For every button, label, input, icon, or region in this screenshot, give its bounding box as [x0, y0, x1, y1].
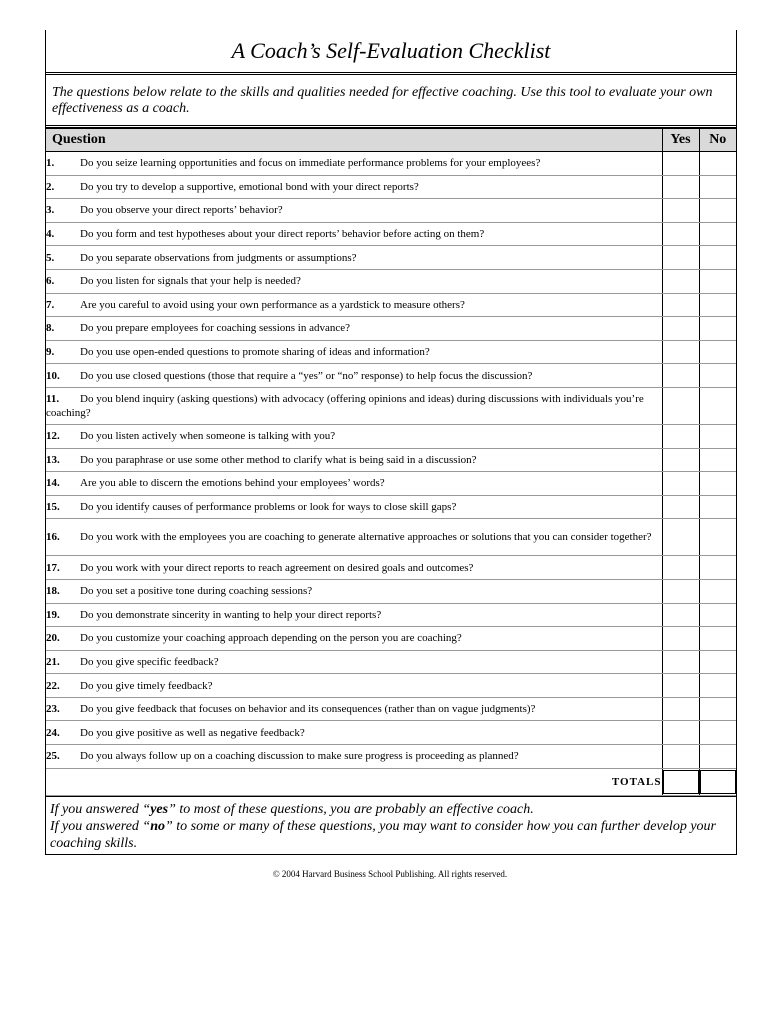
table-header-row — [46, 129, 736, 152]
question-cell — [46, 745, 662, 769]
footer-no-key: no — [150, 818, 165, 834]
question-number: 4. — [46, 228, 55, 241]
footer-line-no — [50, 818, 732, 852]
question-text: Do you give specific feedback? — [80, 655, 219, 668]
footer-no-post: ” to some or many of these questions, you may want to consider how you can further develop your coaching skills. — [50, 818, 716, 851]
question-number: 21. — [46, 655, 60, 668]
table-row — [46, 175, 736, 199]
footer-note — [46, 796, 736, 854]
question-cell — [46, 627, 662, 651]
question-number: 10. — [46, 369, 60, 382]
question-cell — [46, 199, 662, 223]
question-number: 2. — [46, 180, 55, 193]
question-text: Do you seize learning opportunities and focus on immediate performance problems for your employees? — [80, 157, 541, 170]
yes-answer-cell[interactable] — [662, 424, 699, 448]
question-cell — [46, 424, 662, 448]
yes-answer-cell[interactable] — [662, 364, 699, 388]
totals-label: TOTALS — [46, 768, 662, 795]
question-number: 25. — [46, 750, 60, 763]
yes-answer-cell[interactable] — [662, 745, 699, 769]
question-cell — [46, 387, 662, 424]
no-answer-cell[interactable] — [699, 603, 736, 627]
yes-answer-cell[interactable] — [662, 317, 699, 341]
question-text: Do you use closed questions (those that require a “yes” or “no” response) to help focus the discussion? — [80, 369, 533, 382]
question-number: 19. — [46, 608, 60, 621]
question-number: 8. — [46, 322, 55, 335]
table-row — [46, 472, 736, 496]
yes-answer-cell[interactable] — [662, 495, 699, 519]
yes-answer-cell[interactable] — [662, 697, 699, 721]
question-cell — [46, 650, 662, 674]
table-row — [46, 721, 736, 745]
no-answer-cell[interactable] — [699, 424, 736, 448]
question-text: Do you blend inquiry (asking questions) with advocacy (offering opinions and ideas) during discussions with individuals you’re coaching? — [46, 392, 644, 419]
question-number: 18. — [46, 585, 60, 598]
yes-answer-cell[interactable] — [662, 472, 699, 496]
no-answer-cell[interactable] — [699, 627, 736, 651]
question-text: Do you customize your coaching approach depending on the person you are coaching? — [80, 632, 462, 645]
question-text: Do you observe your direct reports’ behavior? — [80, 204, 283, 217]
table-row — [46, 317, 736, 341]
checklist-sheet — [45, 30, 737, 855]
yes-answer-cell[interactable] — [662, 293, 699, 317]
question-number: 1. — [46, 157, 55, 170]
footer-yes-pre: If you answered “ — [50, 801, 151, 817]
question-column-header: Question — [46, 129, 662, 152]
no-answer-cell[interactable] — [699, 674, 736, 698]
question-cell — [46, 721, 662, 745]
yes-answer-cell[interactable] — [662, 556, 699, 580]
no-answer-cell[interactable] — [699, 697, 736, 721]
question-cell — [46, 603, 662, 627]
intro-text: The questions below relate to the skills and qualities needed for effective coaching. Use this tool to evaluate your own effectiveness as a coach. — [46, 75, 736, 128]
question-text: Do you work with the employees you are coaching to generate alternative approaches or solutions that you can consider together? — [80, 531, 652, 544]
question-number: 24. — [46, 726, 60, 739]
question-text: Do you give positive as well as negative feedback? — [80, 726, 305, 739]
table-row — [46, 246, 736, 270]
title-box — [46, 30, 736, 75]
no-answer-cell[interactable] — [699, 745, 736, 769]
question-cell — [46, 152, 662, 176]
yes-total-cell[interactable] — [662, 768, 699, 795]
table-row — [46, 293, 736, 317]
checklist-table — [46, 128, 736, 796]
question-cell — [46, 222, 662, 246]
question-number: 9. — [46, 346, 55, 359]
question-number: 7. — [46, 298, 55, 311]
table-row — [46, 340, 736, 364]
question-text: Do you always follow up on a coaching discussion to make sure progress is proceeding as planned? — [80, 750, 519, 763]
no-column-header: No — [699, 129, 736, 152]
table-row — [46, 556, 736, 580]
question-number: 15. — [46, 501, 60, 514]
table-row — [46, 627, 736, 651]
table-row — [46, 495, 736, 519]
table-row — [46, 222, 736, 246]
no-answer-cell[interactable] — [699, 519, 736, 556]
question-cell — [46, 293, 662, 317]
yes-answer-cell[interactable] — [662, 175, 699, 199]
question-number: 20. — [46, 632, 60, 645]
table-row — [46, 519, 736, 556]
question-text: Do you separate observations from judgments or assumptions? — [80, 251, 357, 264]
question-number: 22. — [46, 679, 60, 692]
yes-answer-cell[interactable] — [662, 603, 699, 627]
no-answer-cell[interactable] — [699, 650, 736, 674]
question-cell — [46, 364, 662, 388]
question-number: 12. — [46, 430, 60, 443]
yes-answer-cell[interactable] — [662, 222, 699, 246]
yes-answer-cell[interactable] — [662, 721, 699, 745]
question-number: 13. — [46, 453, 60, 466]
question-text: Are you able to discern the emotions behind your employees’ words? — [80, 477, 385, 490]
no-answer-cell[interactable] — [699, 448, 736, 472]
footer-line-yes — [50, 801, 732, 818]
table-row — [46, 650, 736, 674]
question-cell — [46, 448, 662, 472]
footer-no-pre: If you answered “ — [50, 818, 151, 834]
question-number: 16. — [46, 531, 60, 544]
no-answer-cell[interactable] — [699, 472, 736, 496]
no-answer-cell[interactable] — [699, 246, 736, 270]
copyright-notice: © 2004 Harvard Business School Publishing. All rights reserved. — [272, 869, 508, 879]
yes-answer-cell[interactable] — [662, 519, 699, 556]
table-row — [46, 387, 736, 424]
no-total-cell[interactable] — [699, 768, 736, 795]
yes-answer-cell[interactable] — [662, 199, 699, 223]
question-cell — [46, 556, 662, 580]
table-row — [46, 603, 736, 627]
question-number: 5. — [46, 251, 55, 264]
yes-answer-cell[interactable] — [662, 579, 699, 603]
question-text: Do you try to develop a supportive, emotional bond with your direct reports? — [80, 180, 419, 193]
yes-answer-cell[interactable] — [662, 674, 699, 698]
table-row — [46, 697, 736, 721]
question-cell — [46, 472, 662, 496]
table-row — [46, 269, 736, 293]
table-row — [46, 448, 736, 472]
question-cell — [46, 175, 662, 199]
yes-answer-cell[interactable] — [662, 152, 699, 176]
table-row — [46, 674, 736, 698]
question-cell — [46, 269, 662, 293]
no-answer-cell[interactable] — [699, 579, 736, 603]
no-total-box[interactable] — [700, 770, 737, 794]
no-answer-cell[interactable] — [699, 199, 736, 223]
table-row — [46, 152, 736, 176]
question-number: 6. — [46, 275, 55, 288]
yes-answer-cell[interactable] — [662, 650, 699, 674]
table-row — [46, 199, 736, 223]
question-text: Do you listen actively when someone is talking with you? — [80, 430, 336, 443]
question-text: Do you listen for signals that your help is needed? — [80, 275, 301, 288]
footer-yes-key: yes — [150, 801, 169, 817]
table-row — [46, 579, 736, 603]
no-answer-cell[interactable] — [699, 340, 736, 364]
question-cell — [46, 317, 662, 341]
yes-answer-cell[interactable] — [662, 627, 699, 651]
no-answer-cell[interactable] — [699, 721, 736, 745]
question-text: Do you use open-ended questions to promote sharing of ideas and information? — [80, 346, 430, 359]
yes-total-box[interactable] — [663, 770, 699, 794]
question-cell — [46, 697, 662, 721]
question-text: Are you careful to avoid using your own performance as a yardstick to measure others? — [80, 298, 465, 311]
yes-answer-cell[interactable] — [662, 340, 699, 364]
question-text: Do you identify causes of performance problems or look for ways to close skill gaps? — [80, 501, 457, 514]
table-row — [46, 745, 736, 769]
question-number: 11. — [46, 392, 60, 405]
no-answer-cell[interactable] — [699, 495, 736, 519]
question-cell — [46, 519, 662, 556]
question-text: Do you work with your direct reports to reach agreement on desired goals and outcomes? — [80, 561, 474, 574]
question-number: 3. — [46, 204, 55, 217]
yes-answer-cell[interactable] — [662, 246, 699, 270]
yes-column-header: Yes — [662, 129, 699, 152]
no-answer-cell[interactable] — [699, 556, 736, 580]
question-cell — [46, 340, 662, 364]
question-number: 14. — [46, 477, 60, 490]
question-text: Do you demonstrate sincerity in wanting to help your direct reports? — [80, 608, 382, 621]
yes-answer-cell[interactable] — [662, 448, 699, 472]
question-cell — [46, 495, 662, 519]
question-cell — [46, 579, 662, 603]
question-number: 17. — [46, 561, 60, 574]
footer-yes-post: ” to most of these questions, you are probably an effective coach. — [168, 801, 534, 817]
table-row — [46, 364, 736, 388]
no-answer-cell[interactable] — [699, 269, 736, 293]
question-text: Do you give timely feedback? — [80, 679, 213, 692]
question-text: Do you give feedback that focuses on behavior and its consequences (rather than on vague judgments)? — [80, 703, 536, 716]
question-text: Do you prepare employees for coaching sessions in advance? — [80, 322, 351, 335]
question-list — [46, 152, 736, 769]
question-text: Do you form and test hypotheses about your direct reports’ behavior before acting on them? — [80, 228, 485, 241]
page-title: A Coach’s Self-Evaluation Checklist — [231, 38, 551, 63]
yes-answer-cell[interactable] — [662, 387, 699, 424]
no-answer-cell[interactable] — [699, 293, 736, 317]
question-text: Do you paraphrase or use some other method to clarify what is being said in a discussion? — [80, 453, 477, 466]
totals-row — [46, 768, 736, 795]
question-number: 23. — [46, 703, 60, 716]
no-answer-cell[interactable] — [699, 364, 736, 388]
question-cell — [46, 246, 662, 270]
yes-answer-cell[interactable] — [662, 269, 699, 293]
no-answer-cell[interactable] — [699, 175, 736, 199]
no-answer-cell[interactable] — [699, 152, 736, 176]
no-answer-cell[interactable] — [699, 387, 736, 424]
no-answer-cell[interactable] — [699, 222, 736, 246]
question-cell — [46, 674, 662, 698]
question-text: Do you set a positive tone during coaching sessions? — [80, 585, 313, 598]
no-answer-cell[interactable] — [699, 317, 736, 341]
table-row — [46, 424, 736, 448]
